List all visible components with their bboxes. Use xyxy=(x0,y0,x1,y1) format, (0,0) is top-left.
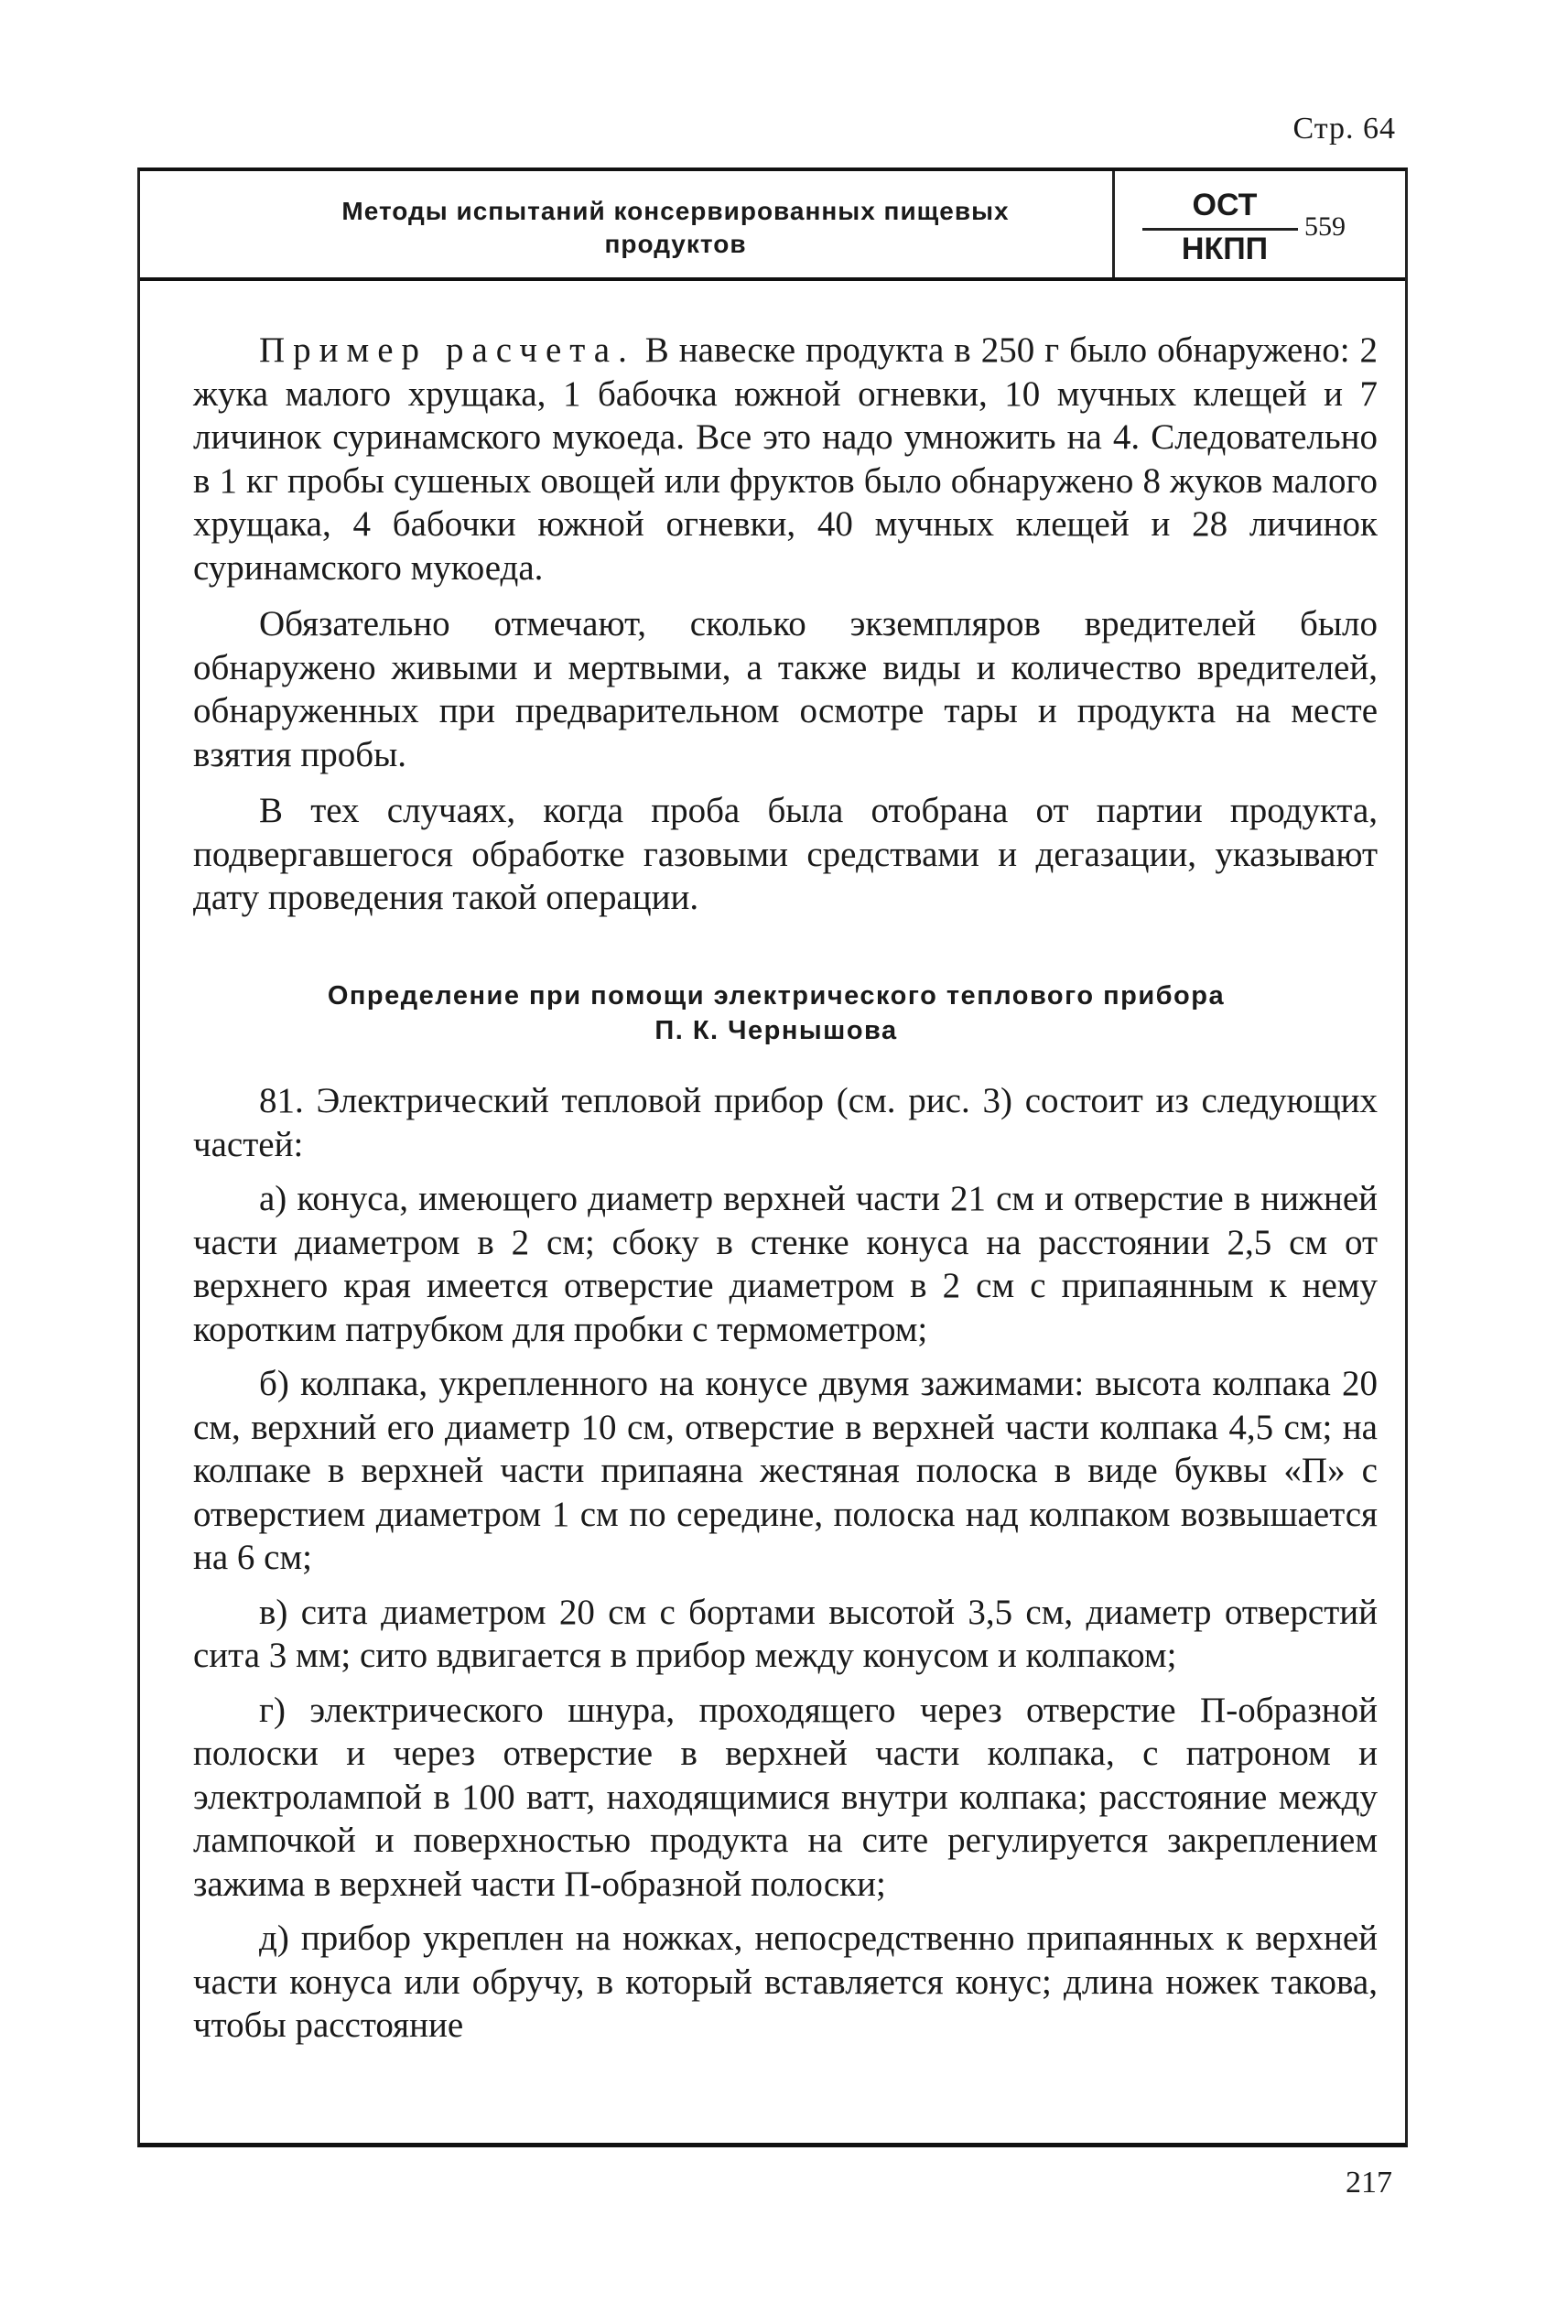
list-item: а) конуса, имеющего диаметр верхней части 21 см и отверстие в нижней части диаметром в 2 см; сбоку в стенке конуса на расстоянии 2,5 см от верхнего края имеется отверстие диаметром в 2 см с припаянным к нему коротким патрубком для пробки с термометром; xyxy=(193,1179,1378,1349)
list-item: в) сита диаметром 20 см с бортами высотой 3,5 см, диаметр отверстий сита 3 мм; сито вдвигается в прибор между конусом и колпаком; xyxy=(193,1592,1378,1675)
paragraph-example xyxy=(193,329,1378,589)
section-heading xyxy=(195,978,1357,1048)
body-text-bottom xyxy=(193,1079,1378,2059)
standard-code-bottom: НКПП xyxy=(1181,232,1269,266)
section-heading-line2: П. К. Чернышова xyxy=(654,1016,898,1045)
body-text-top xyxy=(193,329,1378,933)
page-label-top: Стр. 64 xyxy=(1292,112,1396,146)
paragraph: 81. Электрический тепловой прибор (см. рис. 3) состоит из следующих частей: xyxy=(193,1081,1378,1164)
paragraph: В тех случаях, когда проба была отобрана от партии продукта, подвергавшегося обработке газовыми средствами и дегазации, указывают дату проведения такой операции. xyxy=(193,791,1378,917)
paragraph-lead: Пример расчета. xyxy=(259,330,635,370)
paragraph-text: В навеске продукта в 250 г было обнаружено: 2 жука малого хрущака, 1 бабочка южной огневки, 10 мучных клещей и 7 личинок суринамского мукоеда. Все это надо умножить на 4. Следовательно в 1 кг пробы сушеных овощей или фруктов было обнаружено 8 жуков малого хрущака, 4 бабочки южной огневки, 40 мучных клещей и 28 личинок суринамского мукоеда. xyxy=(193,330,1378,588)
page-frame xyxy=(137,168,1408,2147)
header-divider xyxy=(1112,171,1115,277)
list-item: г) электрического шнура, проходящего через отверстие П-образной полоски и через отверстие в верхней части колпака, с патроном и электролампой в 100 ватт, находящимися внутри колпака; расстояние между лампочкой и поверхностью продукта на сите регулируется закреплением зажима в верхней части П-образной полоски; xyxy=(193,1690,1378,1904)
standard-code-top: ОСТ xyxy=(1192,188,1258,222)
paragraph: Обязательно отмечают, сколько экземпляров вредителей было обнаружено живыми и мертвыми, а также виды и количество вредителей, обнаруженных при предварительном осмотре тары и продукта на месте взятия пробы. xyxy=(193,604,1378,774)
header-title xyxy=(177,195,1174,261)
header-title-line2: продуктов xyxy=(604,230,747,258)
document-header xyxy=(140,171,1405,281)
page-number: 217 xyxy=(1346,2166,1392,2200)
section-heading-line1: Определение при помощи электрического теплового прибора xyxy=(327,981,1226,1011)
list-item: б) колпака, укрепленного на конусе двумя зажимами: высота колпака 20 см, верхний его диаметр 10 см, отверстие в верхней части колпака 4,5 см; на колпаке в верхней части припаяна жестяная полоска в виде буквы «П» с отверстием диаметром 1 см по середине, полоска над колпаком возвышается на 6 см; xyxy=(193,1364,1378,1577)
standard-number: 559 xyxy=(1304,211,1346,242)
list-item: д) прибор укреплен на ножках, непосредственно припаянных к верхней части конуса или обручу, в который вставляется конус; длина ножек такова, чтобы расстояние xyxy=(193,1919,1378,2045)
header-title-line1: Методы испытаний консервированных пищевых xyxy=(341,197,1010,225)
standard-code-fraction-line xyxy=(1142,228,1298,231)
